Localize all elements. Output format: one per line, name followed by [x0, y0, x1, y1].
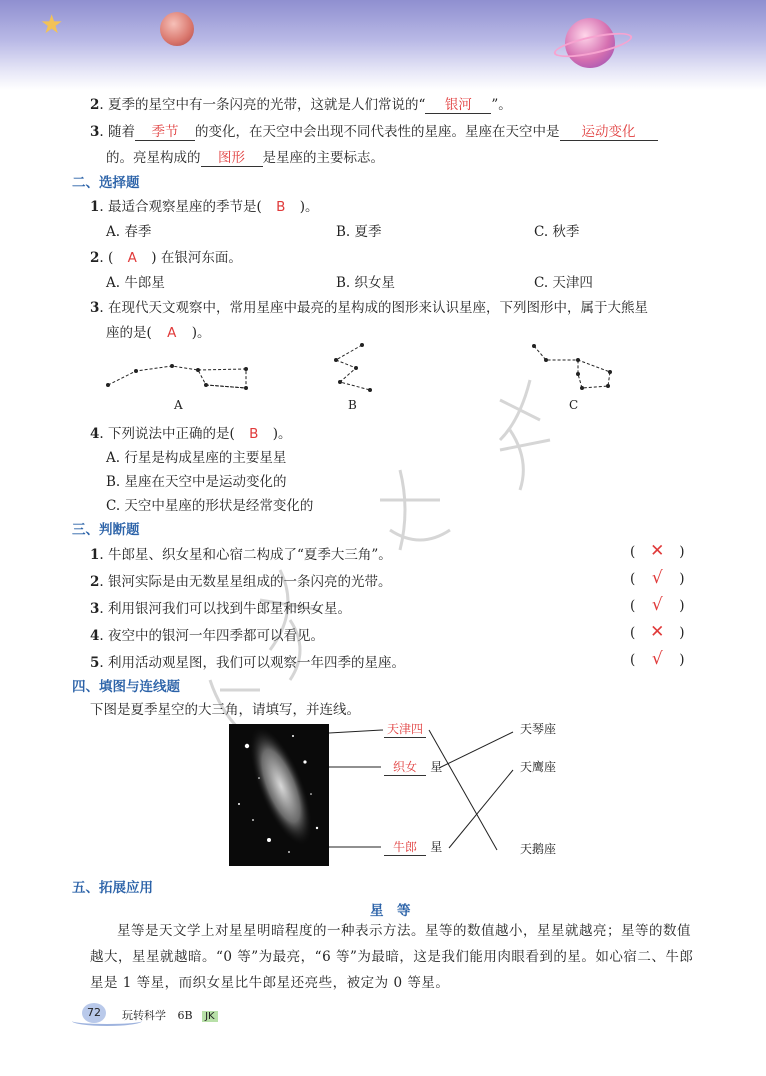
label-suffix: 星 [430, 760, 443, 774]
judge-question-2 [90, 570, 392, 590]
constellation-c [532, 344, 612, 390]
question-text: ) 在银河东面。 [151, 250, 242, 266]
answer-blank: 运动变化 [560, 120, 658, 141]
answer-blank: 图形 [201, 146, 263, 167]
question-text: )。 [272, 426, 292, 442]
figure-label-b: B [348, 398, 357, 412]
connect-line [429, 730, 497, 850]
option-c: C. 天津四 [534, 275, 593, 291]
question-text: . 在现代天文观察中，常用星座中最亮的星构成的图形来认识星座，下列图形中，属于大熊星 [99, 300, 648, 316]
fill-question-3-cont [106, 146, 384, 167]
question-number: 1 [90, 547, 100, 563]
paren-close: ) [679, 598, 685, 614]
question-text: . 下列说法中正确的是( [99, 426, 235, 442]
section-heading-choice: 二、选择题 [72, 175, 140, 191]
question-number: 3 [90, 124, 100, 140]
answer-blank: 银河 [425, 93, 491, 114]
star-icon: ★ [40, 10, 64, 40]
article-paragraph: 星等是天文学上对星星明暗程度的一种表示方法。星等的数值越小，星星就越亮；星等的数值越大，星星就越暗。“0 等”为最亮，“6 等”为最暗，这是我们能用肉眼看到的星。如心宿二、牛郎星是 1 等星，而织女星比牛郎星还亮些，被定为 0 等星。 [90, 923, 694, 991]
option-c: C. 天空中星座的形状是经常变化的 [106, 498, 314, 514]
choice-question-2 [90, 246, 242, 266]
footer-book-info [122, 1007, 218, 1023]
constellation-figures [100, 338, 640, 398]
judge-question-4 [90, 624, 324, 644]
cross-mark-icon: ✕ [650, 622, 665, 642]
question-number: 2 [90, 97, 100, 113]
option-a: A. 牛郎星 [106, 275, 165, 291]
judge-question-5 [90, 651, 405, 671]
planet-icon [160, 12, 194, 46]
question-text: 的。亮星构成的 [106, 150, 201, 166]
question-text: )。 [191, 325, 211, 341]
answer-blank: 季节 [135, 120, 195, 141]
constellation-lyra: 天琴座 [520, 722, 557, 736]
cross-mark-icon: ✕ [650, 541, 665, 561]
judge-question-1 [90, 543, 392, 563]
label-deneb [384, 720, 426, 738]
question-text: . 随着 [99, 124, 135, 140]
question-text: . 夏季的星空中有一条闪亮的光带，这就是人们常说的“ [99, 97, 426, 113]
question-text: . 牛郎星、织女星和心宿二构成了“夏季大三角”。 [99, 547, 392, 563]
option-b: B. 星座在天空中是运动变化的 [106, 474, 287, 490]
question-text: . 最适合观察星座的季节是( [99, 199, 262, 215]
draw-intro: 下图是夏季星空的大三角，请填写，并连线。 [90, 702, 360, 718]
paren-close: ) [679, 625, 685, 641]
constellation-cygnus: 天鹅座 [520, 842, 557, 856]
question-number: 4 [90, 628, 100, 644]
answer-mark: B [249, 426, 259, 442]
judge-answer-2 [630, 568, 685, 588]
section-heading-judge: 三、判断题 [72, 522, 140, 538]
question-text: 是星座的主要标志。 [262, 150, 384, 166]
answer-mark: A [127, 250, 137, 266]
question-text: . 银河实际是由无数星星组成的一条闪亮的光带。 [99, 574, 392, 590]
grade-label: 6B [177, 1009, 193, 1022]
paren-close: ) [679, 544, 685, 560]
page-number: 72 [82, 1003, 106, 1023]
label-suffix: 星 [430, 840, 443, 854]
judge-answer-3 [630, 595, 685, 615]
paren-open: ( [630, 544, 636, 560]
judge-answer-1 [630, 541, 685, 561]
check-mark-icon: √ [651, 649, 663, 669]
connect-line [439, 732, 513, 768]
check-mark-icon: √ [651, 568, 663, 588]
figure-label-a: A [174, 398, 183, 412]
paren-close: ) [679, 652, 685, 668]
option-b: B. 织女星 [336, 275, 396, 291]
question-number: 2 [90, 250, 100, 266]
question-number: 1 [90, 199, 100, 215]
question-number: 3 [90, 601, 100, 617]
section-heading-draw: 四、填图与连线题 [72, 679, 180, 695]
choice-question-1 [90, 195, 319, 215]
paren-open: ( [630, 652, 636, 668]
constellation-b [334, 343, 372, 392]
question-text: . 利用银河我们可以找到牛郎星和织女星。 [99, 601, 351, 617]
option-b: B. 夏季 [336, 224, 382, 240]
edition-badge: JK [202, 1011, 218, 1022]
question-number: 3 [90, 300, 100, 316]
paren-close: ) [679, 571, 685, 587]
answer-mark: B [276, 199, 286, 215]
fill-question-2 [90, 93, 512, 114]
question-text: . 利用活动观星图，我们可以观察一年四季的星座。 [99, 655, 405, 671]
check-mark-icon: √ [651, 595, 663, 615]
paren-open: ( [630, 598, 636, 614]
choice-question-4 [90, 422, 292, 442]
pointer-line [329, 730, 383, 733]
fill-question-3 [90, 120, 658, 141]
answer-mark: A [167, 325, 177, 341]
milky-way-photo [229, 724, 329, 866]
constellation-a [106, 364, 248, 390]
question-text: ”。 [491, 97, 512, 113]
paren-open: ( [630, 625, 636, 641]
page-header-banner [0, 0, 766, 90]
judge-question-3 [90, 597, 351, 617]
answer-blank: 织女 [384, 758, 426, 776]
judge-answer-4 [630, 622, 685, 642]
option-a: A. 行星是构成星座的主要星星 [106, 450, 287, 466]
question-text: . 夜空中的银河一年四季都可以看见。 [99, 628, 324, 644]
paren-open: ( [630, 571, 636, 587]
figure-label-c: C [569, 398, 579, 412]
label-altair [384, 838, 442, 856]
question-text: 的变化，在天空中会出现不同代表性的星座。星座在天空中是 [195, 124, 560, 140]
choice-question-3 [90, 296, 648, 316]
book-title: 玩转科学 [122, 1009, 166, 1022]
question-number: 4 [90, 426, 100, 442]
label-vega [384, 758, 442, 776]
answer-blank: 天津四 [384, 720, 426, 738]
question-number: 5 [90, 655, 100, 671]
question-text: . ( [99, 250, 114, 266]
article-title: 星 等 [370, 903, 411, 919]
option-c: C. 秋季 [534, 224, 580, 240]
section-heading-extend: 五、拓展应用 [72, 880, 153, 896]
judge-answer-5 [630, 649, 685, 669]
answer-blank: 牛郎 [384, 838, 426, 856]
constellation-aquila: 天鹰座 [520, 760, 557, 774]
question-number: 2 [90, 574, 100, 590]
option-a: A. 春季 [106, 224, 152, 240]
question-text: 座的是( [106, 325, 152, 341]
question-text: )。 [299, 199, 319, 215]
